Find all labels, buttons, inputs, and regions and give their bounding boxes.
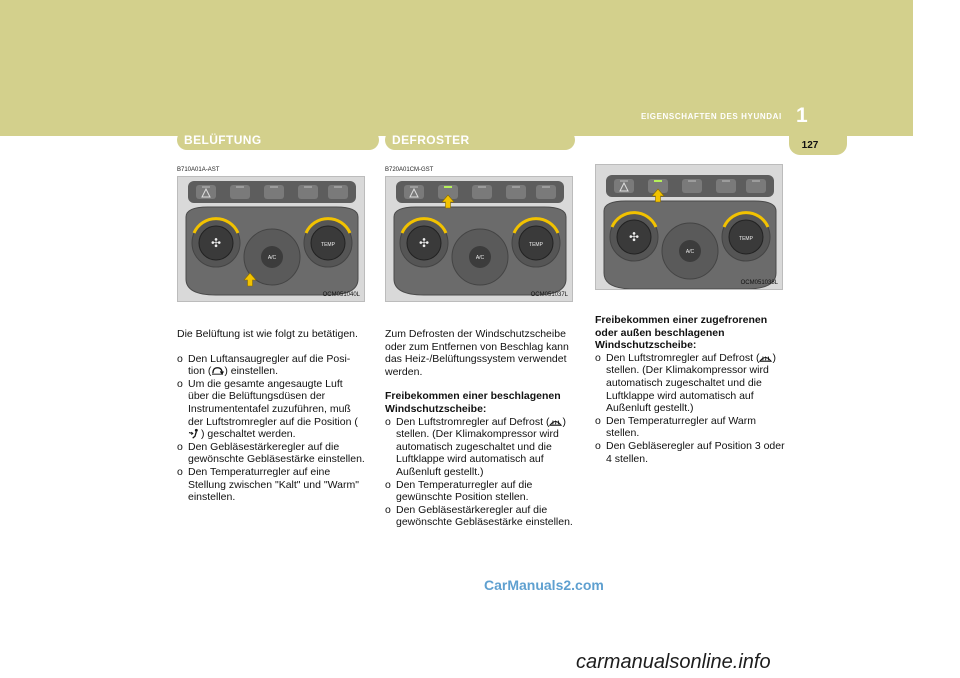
indicator-light xyxy=(236,186,244,188)
fan-icon: ✣ xyxy=(418,236,430,250)
indicator-light xyxy=(410,186,418,188)
indicator-light xyxy=(654,180,662,182)
defrost-icon xyxy=(759,352,772,363)
list-item-text: ) einstellen. xyxy=(224,365,279,378)
section-tab-defroster xyxy=(385,130,575,150)
fan-icon: ✣ xyxy=(210,236,222,250)
indicator-light xyxy=(542,186,550,188)
intro-paragraph: Die Belüftung ist wie folgt zu betätigen. xyxy=(177,328,358,340)
recirc-icon xyxy=(211,365,224,376)
figure-label: OCM051037L xyxy=(530,292,568,298)
list-item-text: Den Temperaturregler auf eine Stellung zwischen "Kalt" und "Warm" einstellen. xyxy=(188,465,359,504)
list-item-text: Den Gebläseregler auf Position 3 oder 4 stellen. xyxy=(606,439,785,465)
list-item xyxy=(595,352,785,415)
ac-label: A/C xyxy=(685,249,695,255)
page-number: 127 xyxy=(801,140,819,151)
indicator-light xyxy=(304,186,312,188)
list-item-text: Den Luftstromregler auf Defrost ( xyxy=(606,351,760,364)
list-item xyxy=(177,378,365,441)
list-item-text: Den Gebläsestärkeregler auf die gewönschte Gebläsestärke einstellen. xyxy=(188,440,365,466)
watermark: CarManuals2.com xyxy=(484,577,604,593)
figure-label: OCM051038L xyxy=(740,280,778,286)
temp-label: TEMP xyxy=(739,236,753,242)
subheading: Freibekommen einer zugefrorenen oder außen beschlagenen Windschutzscheibe: xyxy=(595,314,768,352)
fan-icon: ✣ xyxy=(628,230,640,244)
list-item xyxy=(177,466,365,504)
figure-frozen xyxy=(595,164,783,290)
list-item-text: Den Gebläsestärkeregler auf die gewönschte Gebläsestärke einstellen. xyxy=(396,503,573,529)
indicator-light xyxy=(444,186,452,188)
indicator-light xyxy=(722,180,730,182)
temp-label: TEMP xyxy=(529,242,543,248)
frozen-bullets xyxy=(595,352,785,465)
figure-defroster xyxy=(385,176,573,302)
section-code: B710A01A-AST xyxy=(177,167,220,173)
section-tab-belueftung xyxy=(177,130,379,150)
list-item-text: ) stellen. (Der Klimakompressor wird automatisch zugeschaltet und die Luftklappe wird automatisch auf Außenluft gestellt.) xyxy=(396,415,566,478)
ac-label: A/C xyxy=(475,255,485,261)
list-item-text: Den Luftstromregler auf Defrost ( xyxy=(396,415,550,428)
list-item xyxy=(177,441,365,466)
list-item xyxy=(595,440,785,465)
section-code: B720A01CM-GST xyxy=(385,167,434,173)
list-item-text: Um die gesamte angesaugte Luft über die Belüftungsdüsen der Instrumententafel zuzuführen, muß der Luftstromregler auf die Position ( xyxy=(188,377,358,428)
list-item-text: Den Temperaturregler auf Warm stellen. xyxy=(606,414,756,440)
list-item-text: Den Temperaturregler auf die gewünschte Position stellen. xyxy=(396,478,533,504)
indicator-light xyxy=(620,180,628,182)
figure-belueftung xyxy=(177,176,365,302)
section-title-defroster: DEFROSTER xyxy=(392,133,470,147)
indicator-light xyxy=(478,186,486,188)
face-vent-icon xyxy=(188,428,201,439)
indicator-light xyxy=(270,186,278,188)
list-item xyxy=(385,504,575,529)
indicator-light xyxy=(688,180,696,182)
list-item xyxy=(595,415,785,440)
list-item-text: ) geschaltet werden. xyxy=(201,428,296,441)
defrost-icon xyxy=(549,416,562,427)
frozen-text xyxy=(595,314,785,465)
belueftung-text xyxy=(177,328,365,504)
defroster-bullets xyxy=(385,416,575,529)
belueftung-bullets xyxy=(177,353,365,504)
indicator-light xyxy=(752,180,760,182)
header-band xyxy=(0,0,960,136)
defroster-text xyxy=(385,328,575,529)
list-item xyxy=(385,416,575,479)
ac-label: A/C xyxy=(267,255,277,261)
intro-paragraph: Zum Defrosten der Windschutzscheibe oder zum Entfernen von Beschlag kann das Heiz-/Belüftungssystem verwendet werden. xyxy=(385,328,569,378)
indicator-light xyxy=(512,186,520,188)
margin-strip xyxy=(913,0,960,678)
footer-link[interactable]: carmanualsonline.info xyxy=(576,651,771,673)
indicator-light xyxy=(202,186,210,188)
list-item xyxy=(177,353,365,378)
list-item xyxy=(385,479,575,504)
temp-label: TEMP xyxy=(321,242,335,248)
list-item-text: ) stellen. (Der Klimakompressor wird automatisch zugeschaltet und die Luftklappe wird automatisch auf Außenluft gestellt.) xyxy=(606,351,776,415)
section-title-belueftung: BELÜFTUNG xyxy=(184,133,262,147)
indicator-light xyxy=(334,186,342,188)
chapter-number: 1 xyxy=(796,104,808,127)
list-item-text: Den Luftansaugregler auf die Posi-tion ( xyxy=(188,352,351,378)
chapter-title: EIGENSCHAFTEN DES HYUNDAI xyxy=(641,112,782,121)
figure-label: OCM051040L xyxy=(322,292,360,298)
subheading: Freibekommen einer beschlagenen Windschutzscheibe: xyxy=(385,390,561,415)
